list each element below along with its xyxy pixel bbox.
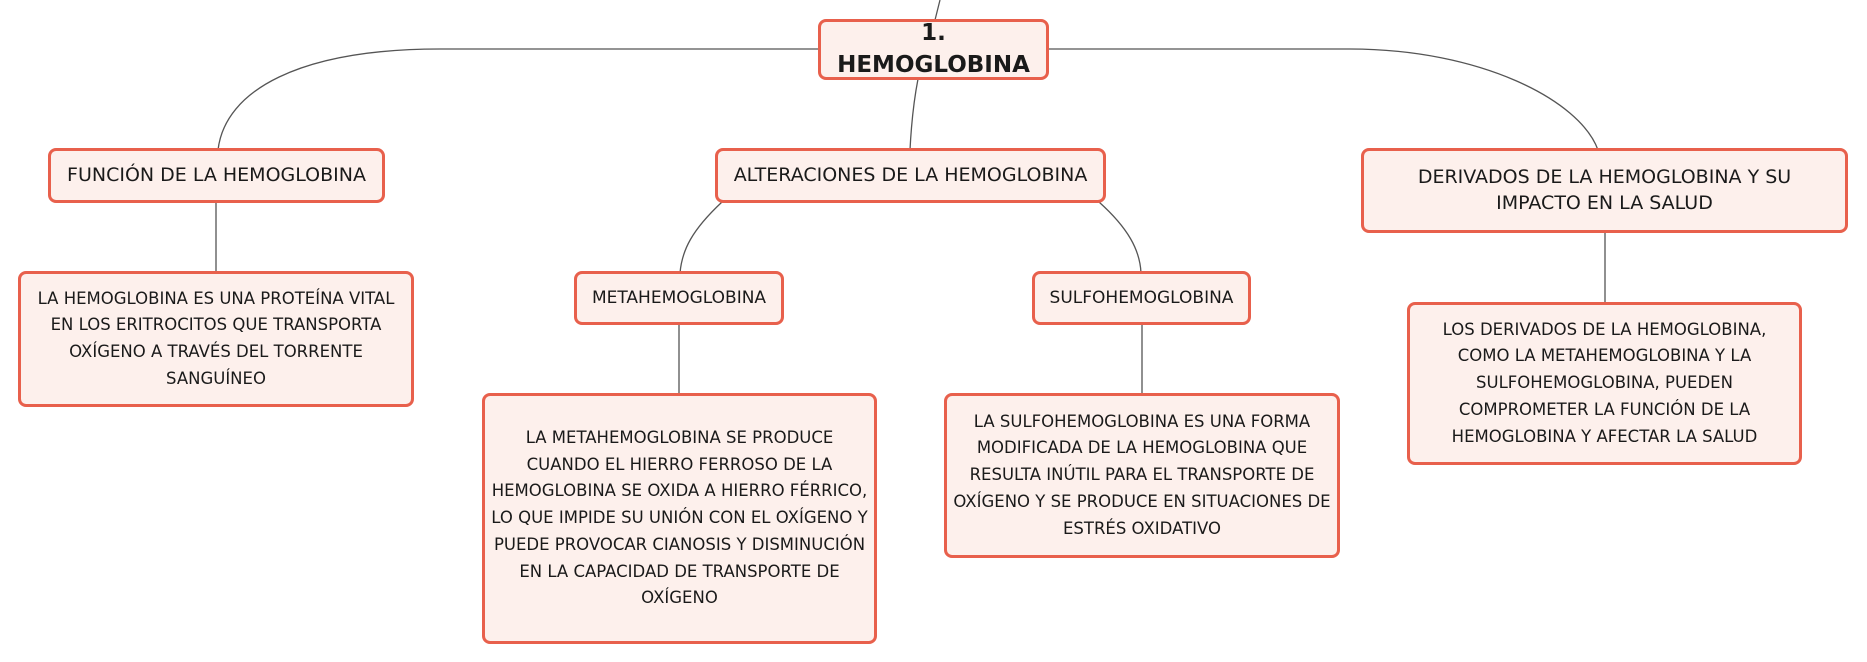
topic-derivados[interactable] — [1361, 148, 1848, 233]
subtopic-sulfohemoglobina[interactable] — [1032, 271, 1251, 325]
detail-funcion[interactable] — [18, 271, 414, 407]
subtopic-metahemoglobina[interactable] — [574, 271, 784, 325]
connector-root-to-funcion — [218, 49, 820, 150]
connector-alteraciones-to-sulfo — [1099, 202, 1141, 273]
root-node[interactable] — [818, 19, 1049, 80]
connector-root-to-alteraciones — [910, 79, 918, 150]
topic-funcion-label: FUNCIÓN DE LA HEMOGLOBINA — [67, 163, 366, 186]
detail-metahemoglobina-text: LA METAHEMOGLOBINA SE PRODUCE CUANDO EL HIERRO FERROSO DE LA HEMOGLOBINA SE OXIDA A HIERRO FÉRRICO, LO QUE IMPIDE SU UNIÓN CON EL OXÍGENO Y PUEDE PROVOCAR CIANOSIS Y DISMINUCIÓN EN LA CAPACIDAD DE TRANSPORTE DE OXÍGENO — [491, 427, 868, 608]
topic-derivados-label: DERIVADOS DE LA HEMOGLOBINA Y SU IMPACTO EN LA SALUD — [1417, 165, 1792, 214]
detail-metahemoglobina[interactable] — [482, 393, 877, 644]
detail-derivados-text: LOS DERIVADOS DE LA HEMOGLOBINA, COMO LA METAHEMOGLOBINA Y LA SULFOHEMOGLOBINA, PUEDEN COMPROMETER LA FUNCIÓN DE LA HEMOGLOBINA Y AFECTAR LA SALUD — [1442, 319, 1767, 446]
detail-sulfohemoglobina-text: LA SULFOHEMOGLOBINA ES UNA FORMA MODIFICADA DE LA HEMOGLOBINA QUE RESULTA INÚTIL PARA EL TRANSPORTE DE OXÍGENO Y SE PRODUCE EN SITUACIONES DE ESTRÉS OXIDATIVO — [953, 411, 1331, 538]
detail-funcion-text: LA HEMOGLOBINA ES UNA PROTEÍNA VITAL EN LOS ERITROCITOS QUE TRANSPORTA OXÍGENO A TRAVÉS DEL TORRENTE SANGUÍNEO — [37, 288, 395, 388]
topic-funcion[interactable] — [48, 148, 385, 203]
topic-alteraciones-label: ALTERACIONES DE LA HEMOGLOBINA — [733, 163, 1088, 186]
detail-sulfohemoglobina[interactable] — [944, 393, 1340, 558]
root-node-label: 1. HEMOGLOBINA — [837, 20, 1030, 78]
subtopic-metahemoglobina-label: METAHEMOGLOBINA — [591, 287, 767, 308]
connector-root-to-derivados — [1046, 49, 1598, 150]
subtopic-sulfohemoglobina-label: SULFOHEMOGLOBINA — [1049, 287, 1234, 308]
connector-parent-to-root — [935, 0, 940, 20]
topic-alteraciones[interactable] — [715, 148, 1106, 203]
connector-alteraciones-to-meta — [680, 202, 722, 273]
detail-derivados[interactable] — [1407, 302, 1802, 465]
